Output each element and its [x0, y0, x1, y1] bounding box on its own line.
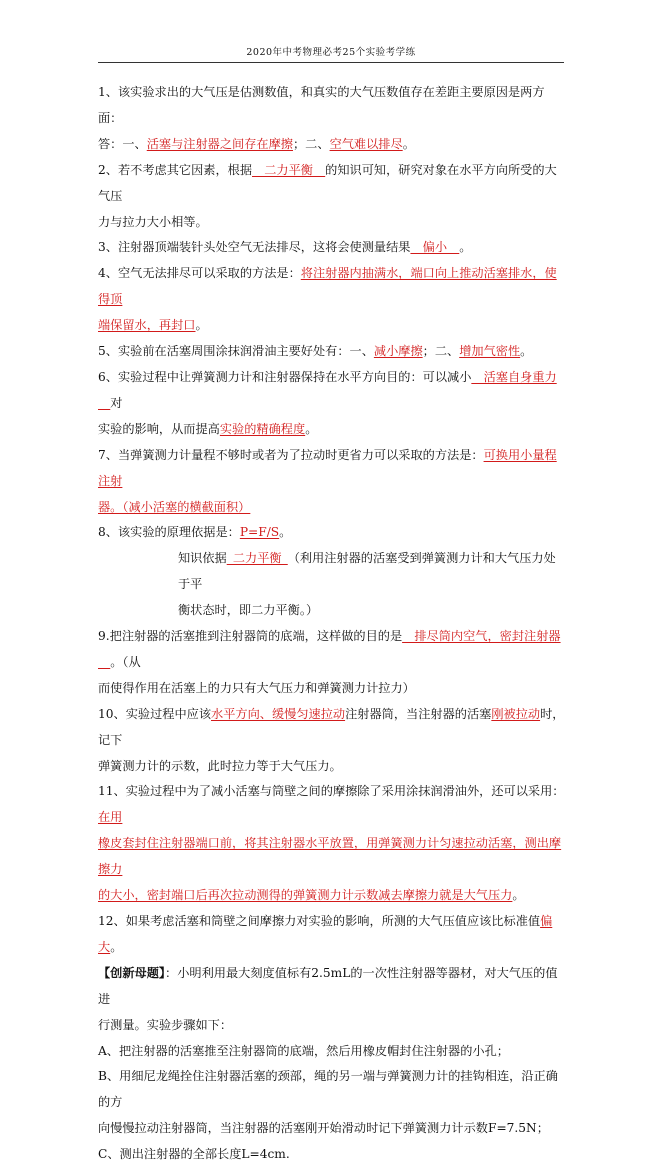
text-segment: 力与拉力大小相等。: [98, 214, 208, 229]
text-line: [98, 80, 566, 132]
text-segment: 。: [305, 421, 318, 436]
text-segment: 。: [195, 318, 208, 333]
text-line: [98, 546, 566, 598]
text-segment: 8、该实验的原理依据是：: [98, 525, 240, 540]
text-segment: 10、实验过程中应该: [98, 706, 212, 721]
text-line: [98, 1039, 566, 1065]
answer-text: __二力平衡__: [252, 162, 326, 177]
text-line: [98, 495, 566, 521]
text-segment: 6、实验过程中让弹簧测力计和注射器保持在水平方向目的：可以减小: [98, 369, 472, 384]
text-line: [98, 443, 566, 495]
text-segment: 。（从: [110, 654, 141, 669]
text-line: [98, 598, 566, 624]
text-segment: 的知识可知，研究对象在水平方向所受的大气压: [98, 162, 557, 203]
text-segment: 对: [110, 395, 123, 410]
text-segment: 向慢慢拉动注射器筒，当注射器的活塞刚开始滑动时记下弹簧测力计示数F=7.5N；: [98, 1121, 549, 1136]
answer-text: 的大小，密封端口后再次拉动测得的弹簧测力计示数减去摩擦力就是大气压力: [98, 888, 513, 903]
text-segment: 注射器筒，当注射器的活塞: [345, 706, 492, 721]
text-line: [98, 1142, 566, 1168]
answer-text: 端保留水，再封口: [98, 318, 196, 333]
page-header: 2020年中考物理必考25个实验考学练: [246, 47, 416, 58]
text-line: [98, 520, 566, 546]
answer-text: 将注射器内抽满水，端口向上推动活塞排水，使得顶: [98, 266, 557, 307]
text-line: [98, 365, 566, 417]
text-segment: 弹簧测力计的示数，此时拉力等于大气压力。: [98, 758, 342, 773]
answer-text: 刚被拉动: [491, 706, 541, 721]
text-segment: 12、如果考虑活塞和筒壁之间摩擦力对实验的影响，所测的大气压值应该比标准值: [98, 914, 541, 928]
text-line: [98, 754, 566, 780]
text-line: [98, 676, 566, 702]
text-line: [98, 210, 566, 236]
text-line: [98, 624, 566, 676]
answer-text: 活塞与注射器之间存在摩擦: [146, 136, 293, 151]
answer-text: 可换用小量程注射: [98, 447, 557, 488]
text-line: [98, 961, 566, 1013]
text-segment: 实验的影响，从而提高: [98, 421, 220, 436]
text-segment: 。: [512, 888, 525, 903]
answer-text: 实验的精确程度: [219, 421, 306, 436]
text-segment: 。: [459, 240, 472, 255]
text-segment: 。: [279, 525, 292, 540]
text-segment: （利用注射器的活塞受到弹簧测力计和大气压力处于平: [178, 551, 556, 592]
answer-text: 增加气密性: [459, 344, 521, 359]
text-line: [98, 417, 566, 443]
text-line: [98, 235, 566, 261]
header-divider: [98, 62, 564, 63]
text-line: [98, 1064, 566, 1116]
text-segment: 11、实验过程中为了减小活塞与筒壁之间的摩擦除了采用涂抹润滑油外，还可以采用：: [98, 784, 565, 799]
answer-text: __活塞自身重力__: [98, 369, 557, 410]
text-segment: B、用细尼龙绳拴住注射器活塞的颈部，绳的另一端与弹簧测力计的挂钩相连，沿正确的方: [98, 1069, 558, 1110]
answer-text: 橡皮套封住注射器端口前，将其注射器水平放置，用弹簧测力计匀速拉动活塞，测出摩擦力: [98, 836, 562, 877]
answer-text: 水平方向、缓慢匀速拉动: [211, 706, 346, 721]
text-segment: 9.把注射器的活塞推到注射器筒的底端，这样做的目的是: [98, 629, 403, 644]
answer-text: 偏大: [98, 914, 553, 954]
text-segment: A、把注射器的活塞推至注射器筒的底端，然后用橡皮帽封住注射器的小孔；: [98, 1043, 509, 1058]
answer-text: __偏小__: [410, 240, 460, 255]
text-line: [98, 831, 566, 883]
text-line: [98, 779, 566, 831]
text-segment: ；二、: [293, 136, 330, 151]
text-segment: 7、当弹簧测力计量程不够时或者为了拉动时更省力可以采取的方法是：: [98, 447, 484, 462]
text-segment: 衡状态时，即二力平衡。）: [178, 603, 319, 618]
text-segment: 2、若不考虑其它因素，根据: [98, 162, 253, 177]
answer-text: __排尽筒内空气，密封注射器__: [98, 629, 561, 669]
text-segment: 知识依据: [178, 551, 227, 566]
answer-text: 在用: [98, 810, 123, 825]
text-line: [98, 261, 566, 313]
text-segment: 时，记下: [98, 706, 565, 747]
answer-text: _二力平衡_: [226, 551, 288, 566]
text-line: [98, 1116, 566, 1142]
text-segment: 。: [520, 344, 533, 359]
text-segment: 行测量。实验步骤如下：: [98, 1017, 233, 1032]
text-line: [98, 132, 566, 158]
text-segment: 4、空气无法排尽可以采取的方法是：: [98, 266, 301, 281]
text-segment: 。: [110, 939, 123, 954]
document-body: [98, 80, 566, 1168]
text-segment: 答：一、: [98, 136, 147, 151]
answer-text: 减小摩擦: [373, 344, 423, 359]
text-segment: ；二、: [422, 344, 460, 359]
text-segment: 1、该实验求出的大气压是估测数值，和真实的大气压数值存在差距主要原因是两方面：: [98, 85, 545, 125]
text-segment: 而使得作用在活塞上的力只有大气压力和弹簧测力计拉力）: [98, 680, 415, 695]
text-segment: 。: [402, 136, 415, 151]
text-segment: ：小明利用最大刻度值标有2.5mL的一次性注射器等器材，对大气压的值进: [98, 965, 558, 1006]
text-line: [98, 158, 566, 210]
text-line: [98, 1013, 566, 1039]
text-line: [98, 883, 566, 909]
text-line: [98, 313, 566, 339]
section-label: 【创新母题】: [98, 965, 166, 980]
answer-text: 空气难以排尽: [329, 136, 403, 151]
text-line: [98, 702, 566, 754]
text-segment: C、测出注射器的全部长度L=4cm.: [98, 1147, 290, 1162]
answer-text: 器。（减小活塞的横截面积）: [98, 499, 251, 514]
answer-text: P=F/S: [239, 525, 280, 540]
text-line: [98, 339, 566, 365]
text-segment: 3、注射器顶端装针头处空气无法排尽，这将会使测量结果: [98, 240, 411, 255]
text-segment: 5、实验前在活塞周围涂抹润滑油主要好处有：一、: [98, 344, 374, 359]
